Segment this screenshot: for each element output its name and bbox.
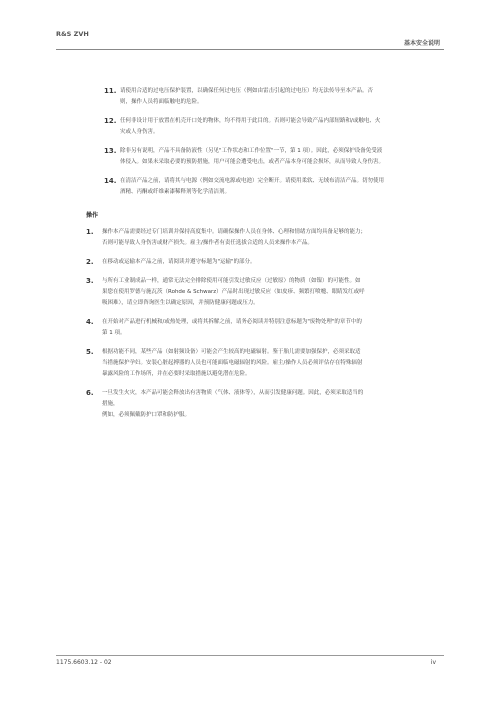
text-line: 暴露风险的工作场所，并在必要时采取措施以避免潜在危险。 (102, 371, 251, 377)
text-line: 灾或人身伤害。 (120, 129, 159, 135)
item-text (102, 388, 444, 421)
footer-divider (56, 655, 444, 656)
text-line: 在开始对产品进行机械和/或热处理，或将其拆解之前，请务必阅读并特别注意标题为"废物处理"的章节中的 (102, 319, 362, 325)
item-text (120, 116, 444, 138)
list-item (104, 176, 444, 198)
item-number: 2. (86, 258, 94, 266)
item-number: 5. (86, 348, 94, 356)
text-line: 在移动或运输本产品之前，请阅读并遵守标题为"运输"的部分。 (102, 259, 256, 265)
item-text (120, 176, 444, 198)
list-item (86, 257, 444, 268)
item-number: 4. (86, 318, 94, 326)
text-line: 否则可能导致人身伤害或财产损失。雇主/操作者有责任选拔合适的人员来操作本产品。 (102, 240, 313, 246)
safety-numbered-list (104, 86, 444, 198)
item-number: 14. (104, 177, 117, 185)
item-number: 13. (104, 147, 117, 155)
text-line: 第 1 项。 (102, 330, 126, 336)
operation-heading: 操作 (86, 212, 99, 219)
text-line: 操作本产品需要经过专门培训并保持高度集中。请确保操作人员在身体、心理和情绪方面均具备足够的能力； (102, 229, 367, 235)
text-line: 措施， (102, 401, 119, 407)
list-item (104, 86, 444, 108)
item-text (102, 276, 444, 309)
item-number: 3. (86, 277, 94, 285)
operation-list (86, 227, 444, 421)
text-line: 请使用合适的过电压保护装置，以确保任何过电压（例如由雷击引起的过电压）均无法传导至本产品。否 (120, 88, 374, 94)
document-number: 1175.6603.12 - 02 (56, 659, 112, 666)
text-line: 体侵入。如果未采取必要的预防措施，用户可能会遭受电击，或者产品本身可能会损坏，从而导致人身伤害。 (120, 159, 385, 165)
text-line: 在清洁产品之前，请将其与电源（例如交流电源或电池）完全断开。请使用柔软、无绒布清洁产品。切勿使用 (120, 178, 385, 184)
item-text (120, 146, 444, 168)
text-line: 一旦发生火灾，本产品可能会释放出有害物质（气体、液体等），从而引发健康问题。因此，必须采取适当的 (102, 390, 364, 396)
list-item (104, 116, 444, 138)
product-name: R&S ZVH (56, 30, 89, 38)
list-item (86, 347, 444, 380)
item-number: 11. (104, 87, 117, 95)
section-title: 基本安全说明 (403, 40, 440, 47)
item-number: 12. (104, 117, 117, 125)
text-line: 吸困难），请立即咨询医生以确定原因，并预防健康问题或压力。 (102, 300, 259, 306)
list-item (104, 146, 444, 168)
page-header (0, 0, 500, 50)
item-text (102, 257, 444, 268)
item-text (102, 317, 444, 339)
item-text (102, 227, 444, 249)
text-line: 与所有工业制成品一样，通常无法完全排除使用可能引发过敏反应（过敏原）的物质（如镍）的可能性。如 (102, 278, 361, 284)
text-line: 除非另有说明，产品不具备防液性（另见"工作状态和工作位置"一节，第 1 项）。因此，必须保护设备免受液 (120, 148, 383, 154)
text-line: 根据功能不同，某些产品（如射频设备）可能会产生较高的电磁辐射。鉴于胎儿需要加强保护，必须采取适 (102, 349, 361, 355)
text-line: 则，操作人员将面临触电的危险。 (120, 99, 203, 105)
text-line: 例如，必须佩戴防护口罩和防护服。 (102, 412, 191, 418)
header-divider (56, 49, 444, 50)
list-item (86, 227, 444, 249)
list-item (86, 317, 444, 339)
list-item (86, 276, 444, 309)
text-line: 当措施保护孕妇。安装心脏起搏器的人员也可能面临电磁辐射的风险。雇主/操作人员必须评估存在特殊辐射 (102, 360, 363, 366)
document-body (86, 86, 444, 429)
text-line: 酒精、丙酮或纤维素漆稀释剂等化学清洁剂。 (120, 189, 231, 195)
item-number: 1. (86, 228, 94, 236)
text-line: 任何非设计用于放置在机壳开口处的物体，均不得用于此目的。否则可能会导致产品内部短路和/或触电、火 (120, 118, 381, 124)
page-number: iv (430, 659, 436, 666)
item-number: 6. (86, 389, 94, 397)
list-item (86, 388, 444, 421)
item-text (102, 347, 444, 380)
text-line: 果您在使用罗德与施瓦茨（Rohde & Schwarz）产品时出现过敏反应（如皮疹、频繁打喷嚏、眼睛发红或呼 (102, 289, 365, 295)
item-text (120, 86, 444, 108)
